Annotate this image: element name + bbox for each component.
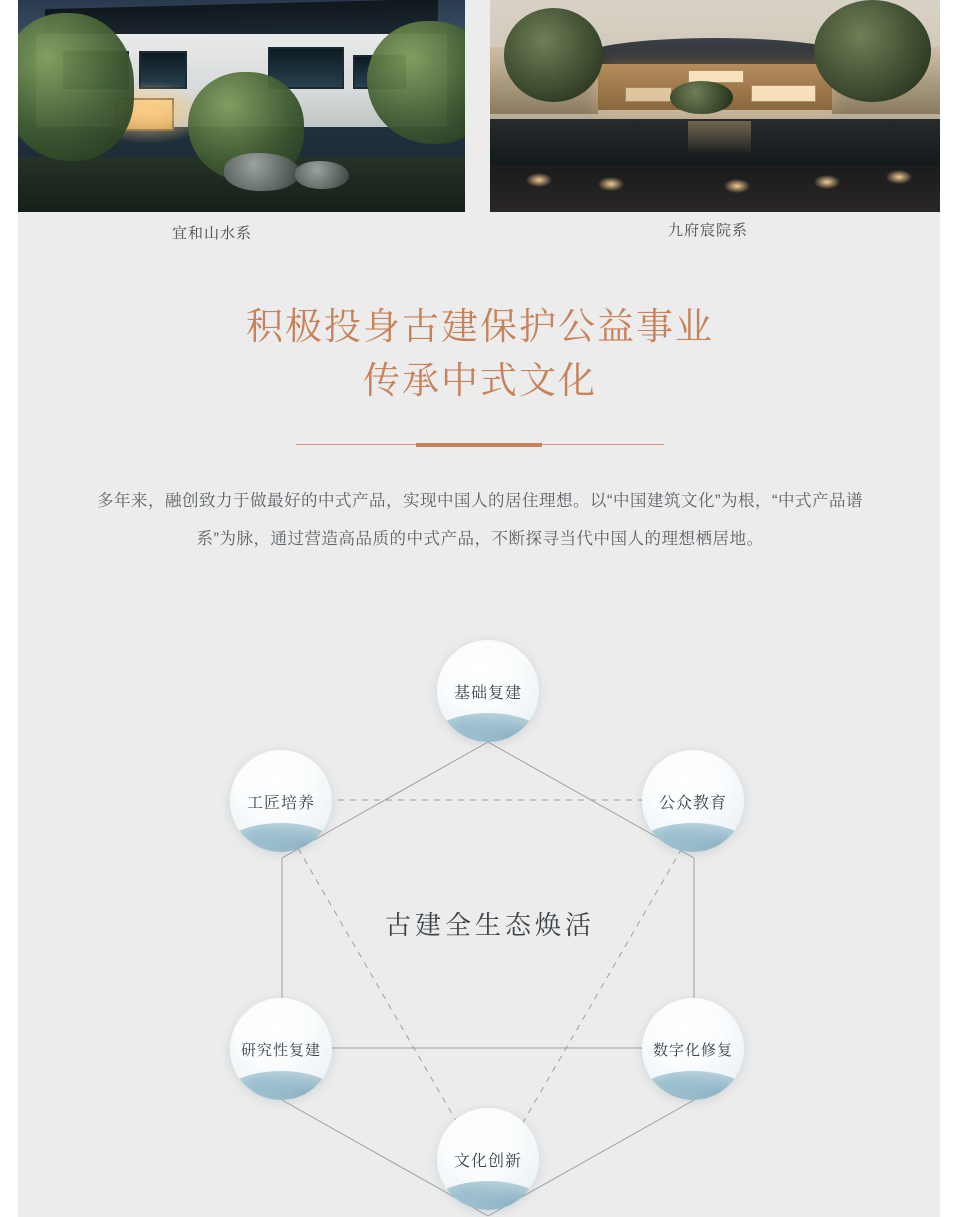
node-label: 工匠培养 bbox=[246, 794, 315, 812]
diagram-node-wenhuachuangxin[interactable] bbox=[437, 1108, 539, 1210]
node-label: 研究性复建 bbox=[240, 1041, 321, 1059]
node-label: 数字化修复 bbox=[652, 1041, 733, 1059]
headline-line-2: 传承中式文化 bbox=[363, 360, 597, 401]
section-divider bbox=[296, 443, 664, 447]
body-paragraph: 多年来，融创致力于做最好的中式产品，实现中国人的居住理想。以“中国建筑文化”为根，“中式产品谱系”为脉，通过营造高品质的中式产品，不断探寻当代中国人的理想栖居地。 bbox=[97, 492, 863, 548]
node-label: 文化创新 bbox=[453, 1152, 522, 1170]
photo-lightbox bbox=[625, 87, 672, 102]
photo-tree bbox=[814, 0, 931, 102]
photo-caption-left: 宜和山水系 bbox=[172, 225, 253, 242]
ecosystem-diagram bbox=[180, 630, 800, 1217]
photo-ground-light bbox=[886, 170, 912, 184]
headline-line-1: 积极投身古建保护公益事业 bbox=[246, 306, 714, 347]
photo-ground-light bbox=[814, 175, 840, 189]
page-gutter-right bbox=[940, 0, 960, 1217]
photo-lightbox bbox=[751, 85, 816, 102]
photo-rock bbox=[224, 153, 300, 191]
photo-ground-light bbox=[724, 179, 750, 193]
photo-yihe-shanshui bbox=[18, 0, 465, 212]
photo-rock bbox=[295, 161, 349, 189]
diagram-node-jichufujian[interactable] bbox=[437, 640, 539, 742]
photo-tree bbox=[18, 13, 134, 161]
headline bbox=[0, 300, 960, 408]
photo-ground-light bbox=[526, 173, 552, 187]
photo-plaza bbox=[490, 165, 940, 212]
diagram-node-gongzhongjiaoyu[interactable] bbox=[642, 750, 744, 852]
node-label: 基础复建 bbox=[453, 684, 522, 702]
divider-accent-block bbox=[416, 443, 542, 447]
photo-ground-light bbox=[598, 177, 624, 191]
photo-caption-right: 九府宸院系 bbox=[668, 222, 749, 239]
diagram-center-title: 古建全生态焕活 bbox=[384, 910, 595, 940]
diagram-node-gongjiangpeiyang[interactable] bbox=[230, 750, 332, 852]
diagram-node-shuzihuaxiufu[interactable] bbox=[642, 998, 744, 1100]
photo-jiufu-chenyuan bbox=[490, 0, 940, 212]
photo-row bbox=[18, 0, 940, 212]
photo-tree bbox=[504, 8, 603, 101]
photo-reflection bbox=[688, 121, 751, 155]
node-label: 公众教育 bbox=[658, 794, 727, 812]
photo-tree bbox=[670, 81, 733, 115]
page-gutter-left bbox=[0, 0, 18, 1217]
diagram-node-yanjiuxingfujian[interactable] bbox=[230, 998, 332, 1100]
